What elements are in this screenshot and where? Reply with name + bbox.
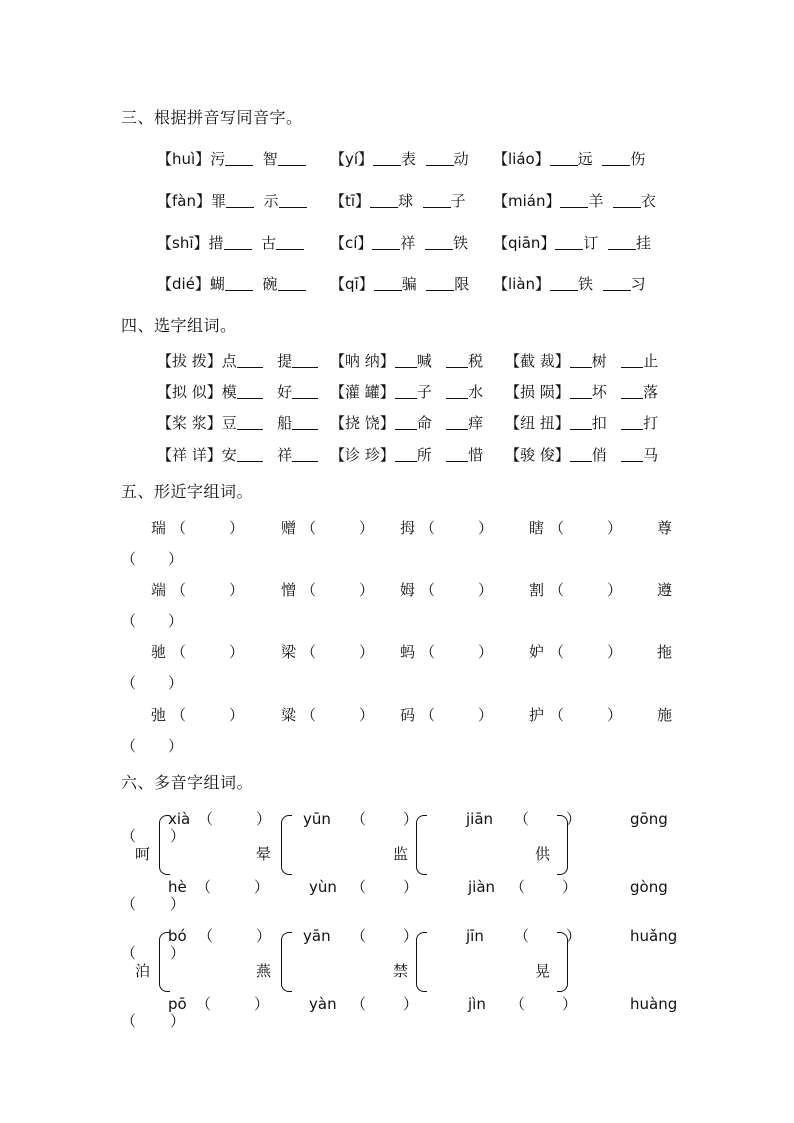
left-paren: （ (549, 643, 565, 661)
polyphone-char: 禁 (393, 962, 409, 980)
char: 好 (277, 383, 293, 401)
char: 古 (261, 234, 277, 252)
char: 命 (416, 414, 432, 432)
pinyin-label: 【dié】 (157, 275, 210, 293)
answer-blank[interactable] (570, 414, 592, 430)
left-paren: （ (351, 878, 367, 896)
left-paren: （ (121, 1012, 137, 1030)
pinyin-bottom: yùn (309, 878, 337, 896)
spacer (604, 192, 614, 210)
char: 措 (208, 234, 224, 252)
left-paren: （ (196, 878, 212, 896)
right-paren: ） (403, 810, 419, 828)
answer-blank[interactable] (446, 446, 468, 462)
left-paren: （ (121, 944, 137, 962)
pinyin-bottom: jìn (468, 995, 486, 1013)
s5-char: 瞎 (529, 519, 545, 537)
pinyin-top: huǎng (630, 927, 678, 945)
left-paren: （ (121, 827, 137, 845)
left-paren: （ (301, 643, 317, 661)
s5-char: 赠 (281, 519, 297, 537)
char: 习 (630, 275, 646, 293)
pinyin-top: yūn (303, 810, 331, 828)
char-pair: 【呐 纳】 (330, 352, 395, 370)
s3-item (157, 149, 306, 169)
char: 远 (577, 150, 593, 168)
right-paren: ） (168, 674, 184, 692)
s3-item (493, 233, 651, 253)
char-pair: 【祥 详】 (157, 446, 222, 464)
brace-mark (557, 815, 568, 875)
s5-char: 弛 (151, 706, 167, 724)
s5-char: 遵 (657, 581, 673, 599)
right-paren: ） (607, 643, 623, 661)
left-paren: （ (420, 643, 436, 661)
char-pair: 【诊 珍】 (330, 446, 395, 464)
s5-char: 尊 (657, 519, 673, 537)
right-paren: ） (359, 643, 375, 661)
right-paren: ） (562, 878, 578, 896)
spacer (598, 234, 608, 252)
answer-blank[interactable] (372, 234, 400, 250)
right-paren: ） (566, 927, 582, 945)
char: 马 (643, 446, 659, 464)
char: 坏 (591, 383, 607, 401)
pinyin-top: xià (168, 810, 191, 828)
left-paren: （ (420, 519, 436, 537)
s4-item (157, 351, 318, 371)
answer-blank[interactable] (224, 234, 252, 250)
right-paren: ） (403, 995, 419, 1013)
char: 祥 (277, 446, 293, 464)
char: 衣 (641, 192, 657, 210)
answer-blank[interactable] (570, 352, 592, 368)
left-paren: （ (514, 810, 530, 828)
left-paren: （ (198, 810, 214, 828)
char: 打 (643, 414, 659, 432)
char: 惜 (468, 446, 484, 464)
answer-blank[interactable] (237, 383, 263, 399)
s5-char: 蚂 (400, 643, 416, 661)
s5-char: 割 (529, 581, 545, 599)
char: 蝴 (209, 275, 225, 293)
right-paren: ） (170, 1012, 186, 1030)
right-paren: ） (478, 581, 494, 599)
right-paren: ） (607, 706, 623, 724)
char: 喊 (416, 352, 432, 370)
spacer (263, 446, 277, 464)
answer-blank[interactable] (225, 150, 253, 166)
s4-item (157, 382, 318, 402)
answer-blank[interactable] (426, 275, 454, 291)
left-paren: （ (351, 927, 367, 945)
left-paren: （ (171, 643, 187, 661)
char: 订 (583, 234, 599, 252)
pinyin-label: 【huì】 (157, 150, 211, 168)
pinyin-label: 【tī】 (330, 192, 371, 210)
right-paren: ） (170, 895, 186, 913)
s4-item (157, 445, 318, 465)
pinyin-top: jīn (466, 927, 484, 945)
answer-blank[interactable] (446, 383, 468, 399)
answer-blank[interactable] (374, 275, 402, 291)
char-pair: 【截 裁】 (505, 352, 570, 370)
spacer (413, 192, 423, 210)
answer-blank[interactable] (292, 414, 318, 430)
char: 安 (221, 446, 237, 464)
char: 球 (398, 192, 414, 210)
char: 子 (416, 383, 432, 401)
answer-blank[interactable] (608, 234, 636, 250)
polyphone-char: 监 (393, 845, 409, 863)
char: 水 (468, 383, 484, 401)
s5-char: 姆 (400, 581, 416, 599)
left-paren: （ (121, 895, 137, 913)
pinyin-top: gōng (630, 810, 668, 828)
char: 伤 (630, 150, 646, 168)
polyphone-char: 燕 (256, 962, 272, 980)
polyphone-char: 呵 (135, 845, 151, 863)
answer-blank[interactable] (560, 192, 588, 208)
char: 限 (454, 275, 470, 293)
char: 铁 (452, 234, 468, 252)
char: 碗 (262, 275, 278, 293)
char-pair: 【损 陨】 (505, 383, 570, 401)
s4-item (505, 351, 658, 371)
answer-blank[interactable] (550, 150, 578, 166)
char: 智 (262, 150, 278, 168)
s4-item (330, 351, 483, 371)
s3-item (157, 233, 304, 253)
answer-blank[interactable] (621, 446, 643, 462)
section-3-title: 三、根据拼音写同音字。 (121, 108, 303, 127)
left-paren: （ (549, 706, 565, 724)
spacer (252, 234, 262, 252)
s4-item (505, 445, 658, 465)
pinyin-label: 【qī】 (330, 275, 374, 293)
answer-blank[interactable] (621, 383, 643, 399)
right-paren: ） (168, 737, 184, 755)
answer-blank[interactable] (426, 150, 454, 166)
pinyin-bottom: yàn (309, 995, 337, 1013)
char: 点 (221, 352, 237, 370)
left-paren: （ (420, 581, 436, 599)
s3-item (330, 149, 469, 169)
char-pair: 【拔 拨】 (157, 352, 222, 370)
brace-mark (159, 932, 170, 992)
right-paren: ） (359, 706, 375, 724)
pinyin-label: 【qiān】 (493, 234, 556, 252)
pinyin-top: bó (168, 927, 187, 945)
answer-blank[interactable] (425, 234, 453, 250)
right-paren: ） (256, 810, 272, 828)
spacer (417, 275, 427, 293)
left-paren: （ (121, 550, 137, 568)
answer-blank[interactable] (276, 234, 304, 250)
s3-item (493, 191, 656, 211)
left-paren: （ (351, 995, 367, 1013)
s4-item (330, 413, 483, 433)
s4-item (330, 445, 483, 465)
right-paren: ） (478, 519, 494, 537)
char: 罪 (210, 192, 226, 210)
brace-mark (416, 815, 427, 875)
s5-char: 端 (151, 581, 167, 599)
right-paren: ） (170, 827, 186, 845)
right-paren: ） (359, 519, 375, 537)
right-paren: ） (403, 927, 419, 945)
right-paren: ） (403, 878, 419, 896)
left-paren: （ (549, 519, 565, 537)
s3-item (330, 191, 466, 211)
left-paren: （ (171, 581, 187, 599)
answer-blank[interactable] (570, 383, 592, 399)
char: 税 (468, 352, 484, 370)
left-paren: （ (549, 581, 565, 599)
answer-blank[interactable] (237, 414, 263, 430)
answer-blank[interactable] (550, 275, 578, 291)
section-5-title: 五、形近字组词。 (121, 482, 254, 501)
answer-blank[interactable] (225, 275, 253, 291)
right-paren: ） (478, 706, 494, 724)
spacer (263, 383, 277, 401)
answer-blank[interactable] (395, 352, 417, 368)
s4-item (505, 382, 658, 402)
polyphone-char: 晃 (535, 962, 551, 980)
char: 模 (221, 383, 237, 401)
spacer (593, 150, 603, 168)
left-paren: （ (121, 612, 137, 630)
s4-item (157, 413, 318, 433)
left-paren: （ (510, 995, 526, 1013)
polyphone-char: 供 (535, 845, 551, 863)
char-pair: 【纽 扭】 (505, 414, 570, 432)
brace-mark (281, 932, 292, 992)
char: 所 (416, 446, 432, 464)
pinyin-top: jiān (466, 810, 494, 828)
spacer (432, 352, 446, 370)
brace-mark (159, 815, 170, 875)
right-paren: ） (562, 995, 578, 1013)
pinyin-top: yān (303, 927, 331, 945)
answer-blank[interactable] (292, 352, 318, 368)
char-pair: 【灌 罐】 (330, 383, 395, 401)
answer-blank[interactable] (395, 446, 417, 462)
left-paren: （ (301, 581, 317, 599)
spacer (607, 352, 621, 370)
s3-item (493, 149, 645, 169)
right-paren: ） (254, 878, 270, 896)
answer-blank[interactable] (621, 352, 643, 368)
right-paren: ） (478, 643, 494, 661)
char: 羊 (588, 192, 604, 210)
answer-blank[interactable] (555, 234, 583, 250)
spacer (607, 446, 621, 464)
section-4-title: 四、选字组词。 (121, 316, 237, 335)
left-paren: （ (121, 674, 137, 692)
right-paren: ） (168, 612, 184, 630)
left-paren: （ (351, 810, 367, 828)
char: 挂 (635, 234, 651, 252)
s5-char: 梁 (281, 643, 297, 661)
s3-item (157, 191, 307, 211)
char: 豆 (221, 414, 237, 432)
left-paren: （ (510, 878, 526, 896)
spacer (607, 414, 621, 432)
pinyin-label: 【mián】 (493, 192, 561, 210)
answer-blank[interactable] (446, 352, 468, 368)
left-paren: （ (420, 706, 436, 724)
char: 骗 (401, 275, 417, 293)
answer-blank[interactable] (613, 192, 641, 208)
right-paren: ） (229, 706, 245, 724)
answer-blank[interactable] (570, 446, 592, 462)
s5-char: 码 (400, 706, 416, 724)
char: 表 (401, 150, 417, 168)
char: 痒 (468, 414, 484, 432)
right-paren: ） (359, 581, 375, 599)
s3-item (493, 274, 646, 294)
spacer (432, 446, 446, 464)
pinyin-label: 【liáo】 (493, 150, 550, 168)
answer-blank[interactable] (292, 383, 318, 399)
pinyin-label: 【shī】 (157, 234, 209, 252)
char: 落 (643, 383, 659, 401)
brace-mark (416, 932, 427, 992)
polyphone-char: 泊 (135, 962, 151, 980)
answer-blank[interactable] (370, 192, 398, 208)
s5-char: 妒 (529, 643, 545, 661)
spacer (254, 192, 264, 210)
s5-char: 施 (657, 706, 673, 724)
left-paren: （ (196, 995, 212, 1013)
right-paren: ） (229, 643, 245, 661)
char: 子 (450, 192, 466, 210)
s3-item (157, 274, 306, 294)
s5-char: 驰 (151, 643, 167, 661)
section-6-title: 六、多音字组词。 (121, 773, 254, 792)
right-paren: ） (168, 550, 184, 568)
right-paren: ） (254, 995, 270, 1013)
answer-blank[interactable] (226, 192, 254, 208)
s4-item (505, 413, 658, 433)
s3-item (330, 233, 468, 253)
pinyin-label: 【cí】 (330, 234, 373, 252)
right-paren: ） (566, 810, 582, 828)
s5-char: 拖 (657, 643, 673, 661)
char: 扣 (591, 414, 607, 432)
s4-item (330, 382, 483, 402)
brace-mark (281, 815, 292, 875)
spacer (432, 414, 446, 432)
answer-blank[interactable] (373, 150, 401, 166)
spacer (253, 150, 263, 168)
char-pair: 【桨 浆】 (157, 414, 222, 432)
s5-char: 护 (529, 706, 545, 724)
s5-char: 拇 (400, 519, 416, 537)
s5-char: 瑞 (151, 519, 167, 537)
answer-blank[interactable] (292, 446, 318, 462)
spacer (593, 275, 603, 293)
answer-blank[interactable] (278, 275, 306, 291)
left-paren: （ (301, 706, 317, 724)
spacer (263, 352, 277, 370)
answer-blank[interactable] (602, 150, 630, 166)
spacer (415, 234, 425, 252)
left-paren: （ (514, 927, 530, 945)
left-paren: （ (171, 706, 187, 724)
s5-char: 憎 (281, 581, 297, 599)
right-paren: ） (170, 944, 186, 962)
answer-blank[interactable] (423, 192, 451, 208)
char: 祥 (400, 234, 416, 252)
pinyin-label: 【liàn】 (493, 275, 551, 293)
char: 污 (210, 150, 226, 168)
pinyin-bottom: huàng (630, 995, 678, 1013)
s3-item (330, 274, 469, 294)
answer-blank[interactable] (621, 414, 643, 430)
char: 止 (643, 352, 659, 370)
pinyin-bottom: pō (168, 995, 187, 1013)
answer-blank[interactable] (395, 414, 417, 430)
answer-blank[interactable] (237, 446, 263, 462)
brace-mark (557, 932, 568, 992)
char-pair: 【拟 似】 (157, 383, 222, 401)
spacer (432, 383, 446, 401)
left-paren: （ (301, 519, 317, 537)
char: 提 (277, 352, 293, 370)
spacer (263, 414, 277, 432)
char: 动 (453, 150, 469, 168)
char-pair: 【骏 俊】 (505, 446, 570, 464)
char-pair: 【挠 饶】 (330, 414, 395, 432)
pinyin-bottom: gòng (630, 878, 668, 896)
left-paren: （ (171, 519, 187, 537)
pinyin-label: 【yí】 (330, 150, 374, 168)
right-paren: ） (229, 519, 245, 537)
polyphone-char: 晕 (256, 845, 272, 863)
char: 铁 (578, 275, 594, 293)
pinyin-label: 【fàn】 (157, 192, 211, 210)
spacer (416, 150, 426, 168)
pinyin-bottom: jiàn (468, 878, 496, 896)
answer-blank[interactable] (278, 150, 306, 166)
answer-blank[interactable] (603, 275, 631, 291)
char: 俏 (591, 446, 607, 464)
right-paren: ） (607, 581, 623, 599)
answer-blank[interactable] (279, 192, 307, 208)
left-paren: （ (198, 927, 214, 945)
char: 树 (591, 352, 607, 370)
char: 示 (263, 192, 279, 210)
pinyin-bottom: hè (168, 878, 187, 896)
right-paren: ） (256, 927, 272, 945)
left-paren: （ (121, 737, 137, 755)
right-paren: ） (229, 581, 245, 599)
s5-char: 粱 (281, 706, 297, 724)
char: 船 (277, 414, 293, 432)
answer-blank[interactable] (395, 383, 417, 399)
answer-blank[interactable] (237, 352, 263, 368)
answer-blank[interactable] (446, 414, 468, 430)
spacer (607, 383, 621, 401)
right-paren: ） (607, 519, 623, 537)
